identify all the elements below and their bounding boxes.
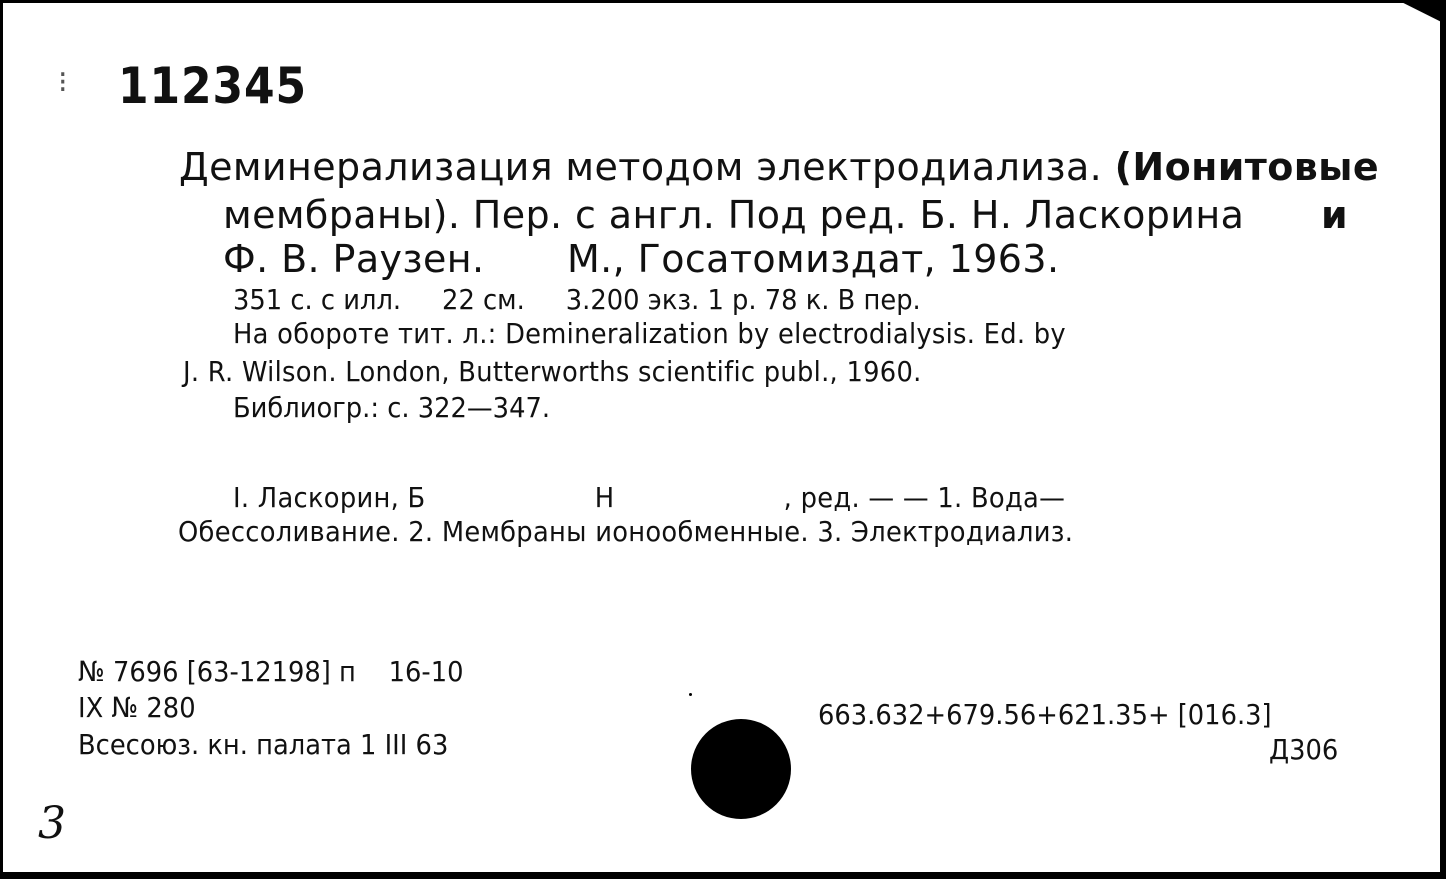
subjects-line-2: Обессоливание. 2. Мембраны ионообменные. 3. Электродиализ. bbox=[178, 515, 1074, 548]
punch-hole bbox=[691, 719, 791, 819]
footer-issue-number: IX № 280 bbox=[78, 691, 196, 724]
library-code: Д306 bbox=[1269, 733, 1339, 766]
publisher-info: М., Госатомиздат, 1963. bbox=[567, 237, 1060, 281]
original-title-line-1: На обороте тит. л.: Demineralization by electrodialysis. Ed. by bbox=[233, 317, 1066, 350]
handwritten-mark: 3 bbox=[38, 798, 66, 849]
udc-classification: 663.632+679.56+621.35+ [016.3] bbox=[818, 698, 1272, 731]
bibliography-note: Библиогр.: с. 322—347. bbox=[233, 391, 551, 424]
title-and: и bbox=[1321, 193, 1349, 237]
footer-chamber: Всесоюз. кн. палата 1 III 63 bbox=[78, 728, 449, 761]
original-title-line-2: J. R. Wilson. London, Butterworths scientific publ., 1960. bbox=[183, 355, 922, 388]
title-text: Деминерализация методом электродиализа. bbox=[179, 145, 1115, 189]
inventory-number: 112345 bbox=[118, 57, 307, 115]
title-line-2 bbox=[223, 193, 1349, 237]
title-continuation: мембраны). Пер. с англ. Под ред. Б. Н. Ласкорина bbox=[223, 193, 1245, 237]
footer-record-number: № 7696 [63-12198] п 16-10 bbox=[78, 655, 464, 688]
title-line-3 bbox=[223, 237, 1060, 281]
editor-name: Ф. В. Раузен. bbox=[223, 237, 485, 281]
physical-description: 351 с. с илл. 22 см. 3.200 экз. 1 р. 78 к. В пер. bbox=[233, 283, 921, 316]
card-corner-mark bbox=[1380, 3, 1440, 33]
stamp-mark-icon: ⁝ bbox=[58, 65, 68, 100]
ink-dot bbox=[689, 693, 692, 696]
title-line-1 bbox=[179, 145, 1379, 189]
title-bold-text: (Ионитовые bbox=[1114, 145, 1380, 189]
subjects-line-1: I. Ласкорин, Б Н , ред. — — 1. Вода— bbox=[233, 481, 1066, 514]
